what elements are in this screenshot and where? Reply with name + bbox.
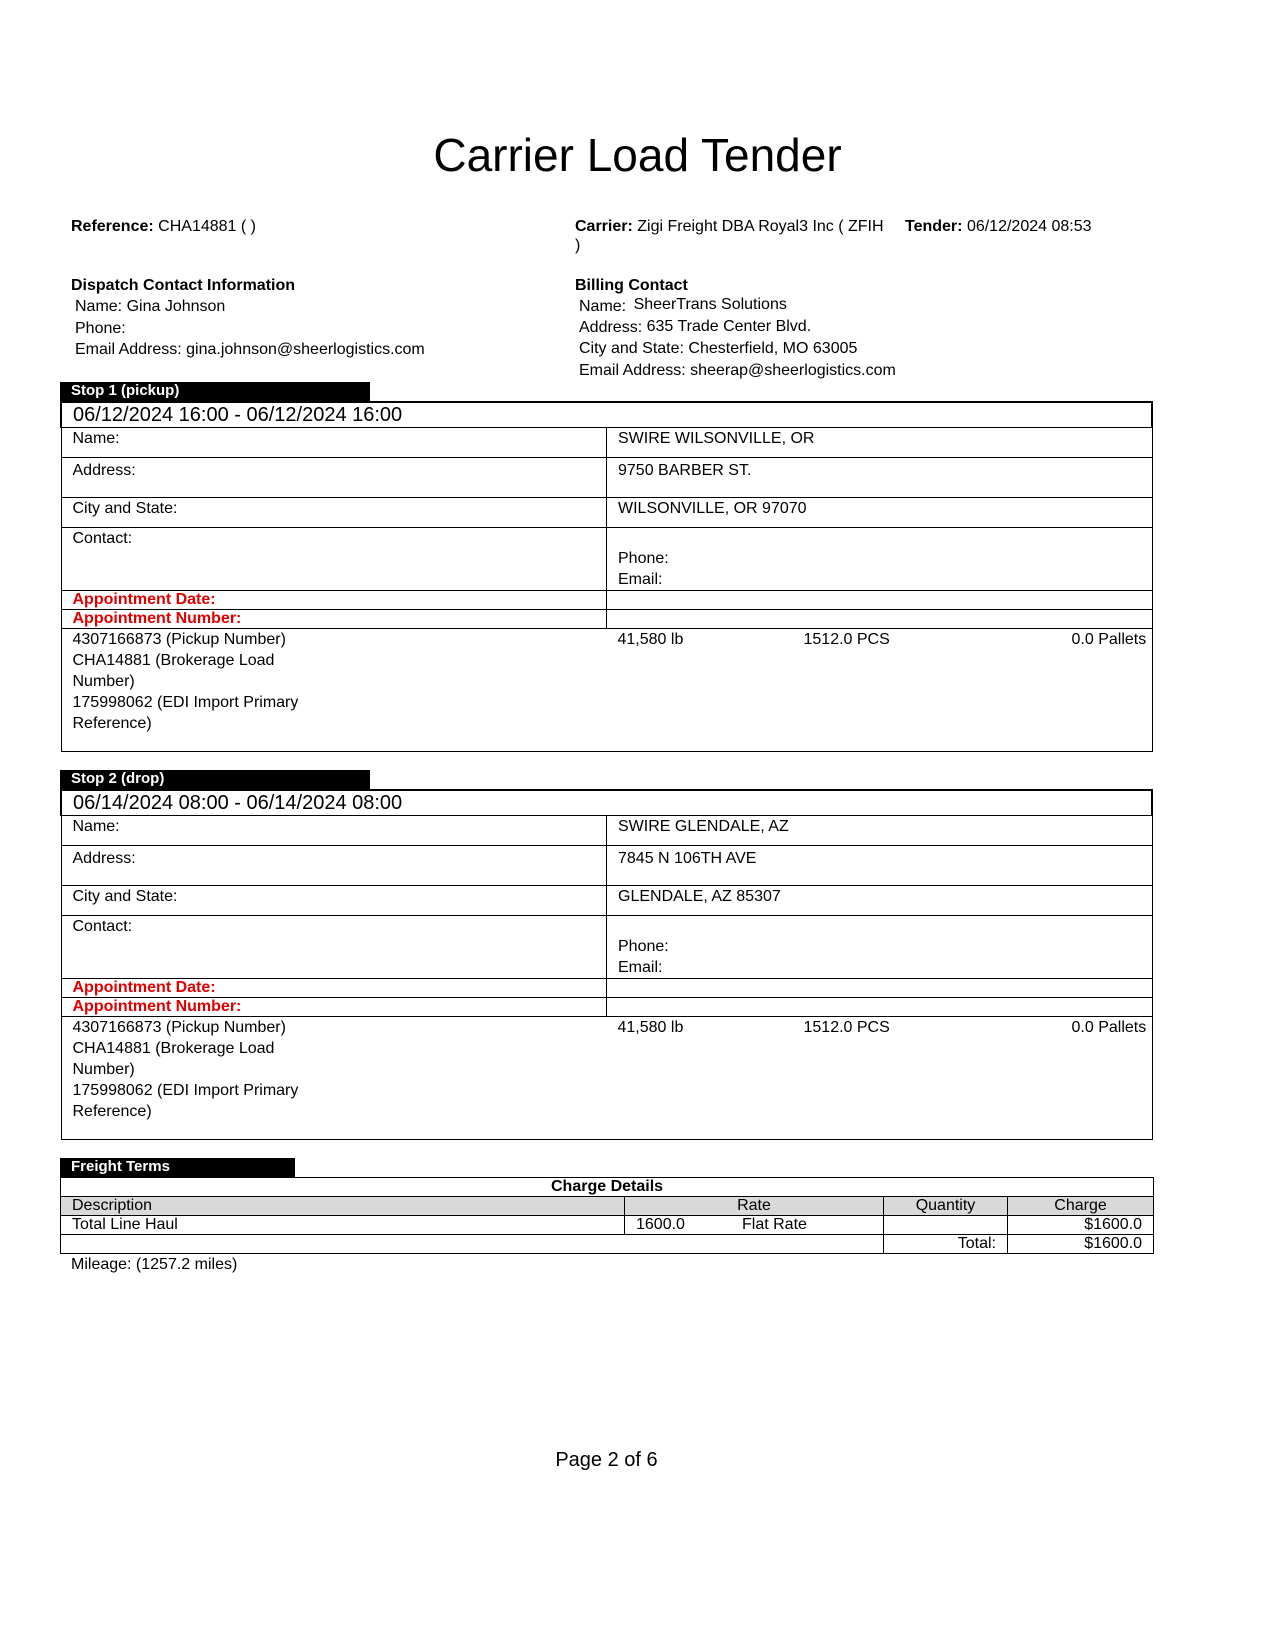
total-value: $1600.0	[1008, 1235, 1154, 1254]
stop2-quantities	[607, 1017, 1153, 1140]
charge-details-title: Charge Details	[61, 1178, 1154, 1197]
total-spacer	[61, 1235, 884, 1254]
stop2-contact-label: Contact:	[61, 916, 607, 979]
stop1-phone-label: Phone:	[618, 550, 669, 567]
stop2-city-label: City and State:	[61, 886, 607, 916]
stop2-name-value: SWIRE GLENDALE, AZ	[607, 816, 1153, 846]
dispatch-name: Name: Gina Johnson	[75, 298, 226, 315]
tender-label: Tender:	[905, 218, 963, 235]
stop1-name-value: SWIRE WILSONVILLE, OR	[607, 428, 1153, 458]
stop1-ref-1: 4307166873 (Pickup Number)	[72, 631, 286, 648]
charge-header-row	[61, 1197, 1154, 1216]
stop1-heading: Stop 1 (pickup)	[60, 382, 370, 402]
stop1-appt-date-value	[607, 591, 1153, 610]
stop1-appt-number-label: Appointment Number:	[61, 610, 607, 629]
col-quantity: Quantity	[884, 1197, 1008, 1216]
stop1-ref-2: CHA14881 (Brokerage Load	[72, 652, 275, 669]
stop2-heading: Stop 2 (drop)	[60, 770, 370, 790]
stop2-name-label: Name:	[61, 816, 607, 846]
billing-email-value: sheerap@sheerlogistics.com	[690, 362, 896, 379]
stop2-contact-details	[607, 916, 1153, 979]
billing-city	[579, 338, 857, 360]
stop2-appt-date-label: Appointment Date:	[61, 979, 607, 998]
row-rate-cell	[625, 1216, 884, 1235]
billing-address-label: Address:	[579, 319, 643, 336]
stop2-ref-2: CHA14881 (Brokerage Load	[72, 1040, 275, 1057]
stop1-name-label: Name:	[61, 428, 607, 458]
total-label: Total:	[884, 1235, 1008, 1254]
stop1-pieces: 1512.0 PCS	[803, 631, 890, 648]
stop2-ref-3: Number)	[72, 1061, 135, 1078]
reference-label: Reference:	[71, 218, 154, 235]
stop1-contact-details	[607, 528, 1153, 591]
stop2-datetime: 06/14/2024 08:00 - 06/14/2024 08:00	[61, 790, 1152, 816]
stop1-references	[61, 629, 607, 752]
stop2-ref-4: 175998062 (EDI Import Primary	[72, 1082, 299, 1099]
billing-city-value: Chesterfield, MO 63005	[688, 340, 858, 357]
stop2-email-label: Email:	[618, 959, 663, 976]
billing-email-label: Email Address:	[579, 362, 686, 379]
billing-name-value: SheerTrans Solutions	[633, 296, 787, 313]
stop2-weight: 41,580 lb	[617, 1019, 684, 1036]
stop1-appt-number-value	[607, 610, 1153, 629]
document-title: Carrier Load Tender	[433, 129, 842, 181]
row-charge: $1600.0	[1008, 1216, 1154, 1235]
billing-address	[579, 317, 811, 339]
stop1-weight: 41,580 lb	[617, 631, 684, 648]
stop2-phone-label: Phone:	[618, 938, 669, 955]
stop2-pallets: 0.0 Pallets	[1071, 1019, 1147, 1036]
stop2-table	[60, 789, 1153, 1140]
stop2-address-value: 7845 N 106TH AVE	[607, 846, 1153, 886]
carrier-label: Carrier:	[575, 218, 633, 235]
row-rate: 1600.0	[636, 1216, 685, 1233]
stop1-quantities	[607, 629, 1153, 752]
stop1-address-value: 9750 BARBER ST.	[607, 458, 1153, 498]
col-rate: Rate	[625, 1197, 884, 1216]
billing-heading: Billing Contact	[575, 277, 688, 294]
dispatch-heading: Dispatch Contact Information	[71, 277, 296, 294]
billing-address-value: 635 Trade Center Blvd.	[646, 318, 812, 335]
stop2-ref-5: Reference)	[72, 1103, 152, 1120]
billing-name	[579, 296, 787, 318]
stop2-address-label: Address:	[61, 846, 607, 886]
stop2-ref-1: 4307166873 (Pickup Number)	[72, 1019, 286, 1036]
total-row	[61, 1235, 1154, 1254]
stop2-references	[61, 1017, 607, 1140]
stop1-address-label: Address:	[61, 458, 607, 498]
billing-city-label: City and State:	[579, 340, 684, 357]
stop1-email-label: Email:	[618, 571, 663, 588]
stop1-ref-3: Number)	[72, 673, 135, 690]
stop1-datetime: 06/12/2024 16:00 - 06/12/2024 16:00	[61, 402, 1152, 428]
stop2-appt-number-label: Appointment Number:	[61, 998, 607, 1017]
row-quantity	[884, 1216, 1008, 1235]
stop1-ref-5: Reference)	[72, 715, 152, 732]
charge-row	[61, 1216, 1154, 1235]
stop1-city-value: WILSONVILLE, OR 97070	[607, 498, 1153, 528]
billing-email	[579, 360, 896, 382]
col-description: Description	[61, 1197, 625, 1216]
row-rate-type: Flat Rate	[742, 1216, 807, 1233]
stop2-appt-date-value	[607, 979, 1153, 998]
dispatch-phone: Phone:	[75, 320, 126, 337]
carrier-value: Zigi Freight DBA Royal3 Inc ( ZFIH	[637, 218, 884, 235]
tender-value: 06/12/2024 08:53	[966, 218, 1092, 235]
stop2-city-value: GLENDALE, AZ 85307	[607, 886, 1153, 916]
mileage: Mileage: (1257.2 miles)	[71, 1256, 238, 1273]
freight-heading: Freight Terms	[60, 1158, 295, 1178]
billing-name-label: Name:	[579, 298, 627, 315]
freight-table	[60, 1177, 1154, 1254]
page-number: Page 2 of 6	[555, 1449, 658, 1471]
stop1-ref-4: 175998062 (EDI Import Primary	[72, 694, 299, 711]
tender-field	[905, 216, 1092, 238]
col-charge: Charge	[1008, 1197, 1154, 1216]
stop1-appt-date-label: Appointment Date:	[61, 591, 607, 610]
dispatch-email: Email Address: gina.johnson@sheerlogistics.com	[75, 341, 425, 358]
stop1-pallets: 0.0 Pallets	[1071, 631, 1147, 648]
carrier-value-cont: )	[575, 237, 581, 254]
row-description: Total Line Haul	[61, 1216, 625, 1235]
stop2-appt-number-value	[607, 998, 1153, 1017]
stop1-contact-label: Contact:	[61, 528, 607, 591]
reference-field	[71, 216, 256, 238]
carrier-field	[575, 216, 884, 238]
reference-value: CHA14881 ( )	[158, 218, 256, 235]
stop2-pieces: 1512.0 PCS	[803, 1019, 890, 1036]
stop1-table	[60, 401, 1153, 752]
stop1-city-label: City and State:	[61, 498, 607, 528]
